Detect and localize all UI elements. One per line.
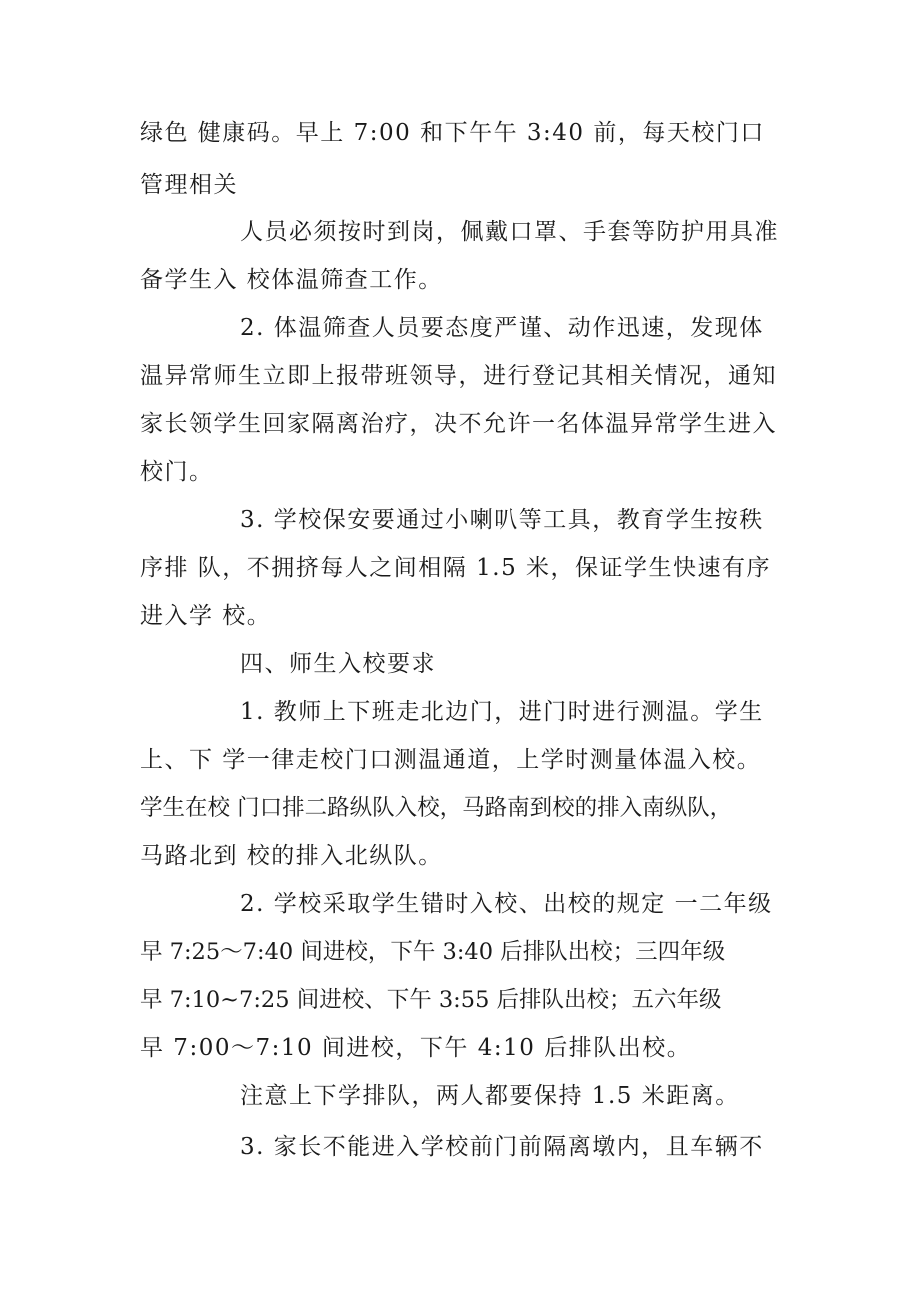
text-line: 绿色 健康码。早上 7:00 和下午午 3:40 前，每天校门口 xyxy=(140,120,765,146)
text-line: 上、下 学一律走校门口测温通道，上学时测量体温入校。 xyxy=(140,747,762,773)
text-line: 3. 学校保安要通过小喇叭等工具，教育学生按秩 xyxy=(240,507,764,533)
text-line: 人员必须按时到岗，佩戴口罩、手套等防护用具准 xyxy=(240,219,779,245)
text-line: 3. 家长不能进入学校前门前隔离墩内，且车辆不 xyxy=(240,1134,764,1160)
text-line: 1. 教师上下班走北边门，进门时进行测温。学生 xyxy=(240,699,764,725)
text-line: 早 7:25～7:40 间进校，下午 3:40 后排队出校；三四年级 xyxy=(140,939,726,965)
text-line: 早 7:00～7:10 间进校，下午 4:10 后排队出校。 xyxy=(140,1035,692,1061)
text-line: 管理相关 xyxy=(140,172,238,198)
text-line: 马路北到 校的排入北纵队。 xyxy=(140,843,443,869)
section-heading: 四、师生入校要求 xyxy=(240,651,436,677)
text-line: 校门。 xyxy=(140,459,214,485)
text-line: 备学生入 校体温筛查工作。 xyxy=(140,267,443,293)
text-line: 进入学 校。 xyxy=(140,603,272,629)
text-line: 注意上下学排队，两人都要保持 1.5 米距离。 xyxy=(240,1083,740,1109)
text-line: 温异常师生立即上报带班领导，进行登记其相关情况，通知 xyxy=(140,363,777,389)
text-line: 学生在校 门口排二路纵队入校，马路南到校的排入南纵队， xyxy=(140,795,733,821)
text-line: 家长领学生回家隔离治疗，决不允许一名体温异常学生进入 xyxy=(140,411,777,437)
text-line: 序排 队，不拥挤每人之间相隔 1.5 米，保证学生快速有序 xyxy=(140,555,772,581)
text-line: 2. 体温筛查人员要态度严谨、动作迅速，发现体 xyxy=(240,315,764,341)
text-line: 早 7:10~7:25 间进校、下午 3:55 后排队出校；五六年级 xyxy=(140,987,722,1013)
text-line: 2. 学校采取学生错时入校、出校的规定 一二年级 xyxy=(240,891,773,917)
